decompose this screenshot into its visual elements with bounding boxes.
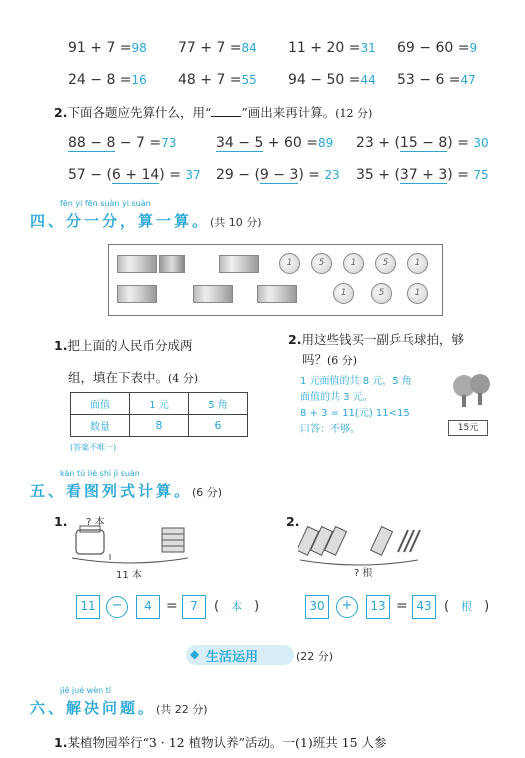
answer: 55 [241, 73, 257, 87]
header-five-jiao: 5 角 [189, 393, 248, 415]
operator-circle: + [336, 596, 358, 618]
eq-row4-2: 29 − (9 − 3) = 23 [216, 167, 340, 183]
cube-icon: ◆ [190, 647, 200, 661]
eq-row2-2: 48 + 7 =55 [178, 72, 257, 88]
banknote-image [257, 285, 297, 303]
coin-one: 1 [407, 253, 428, 274]
answer: 84 [241, 41, 257, 55]
banknote-image [159, 255, 185, 273]
eq-row2-3: 94 − 50 =44 [288, 72, 376, 88]
eq-row2-4: 53 − 6 =47 [397, 72, 476, 88]
operator-circle: − [106, 596, 128, 618]
answer-box: 4 [136, 595, 160, 619]
answer: 31 [360, 41, 376, 55]
problem-5-1-number: 1. [54, 514, 68, 529]
pingpong-paddles-icon [448, 372, 498, 422]
section5-title: 五、看图列式计算。(6 分) [30, 482, 223, 500]
section6-pinyin: jiě jué wèn tí [60, 686, 112, 695]
eq-row1-3: 11 + 20 =31 [288, 40, 376, 56]
price-tag: 15元 [448, 420, 488, 436]
answer: 47 [460, 73, 476, 87]
header-one-yuan: 1 元 [130, 393, 189, 415]
banner-title: 生活运用 [206, 650, 259, 665]
answer: 44 [360, 73, 376, 87]
answer-box: 7 [182, 595, 206, 619]
coin-five: 5 [371, 283, 392, 304]
answer-box: 13 [366, 595, 390, 619]
problem-5-1-question: ? 本 [86, 517, 105, 528]
section5-pinyin: kàn tú liè shì jì suàn [60, 469, 140, 478]
banner-score: (22 分) [296, 650, 334, 663]
answer-box: 30 [305, 595, 329, 619]
problem-5-2-number: 2. [286, 514, 300, 529]
money-table [70, 392, 248, 437]
unit-paren: ( 本 ) [214, 599, 260, 614]
table-note: (答案不唯一) [70, 443, 117, 452]
banknote-image [219, 255, 259, 273]
answer: 98 [131, 41, 147, 55]
sticks-question: ? 根 [354, 568, 373, 579]
answer-box: 43 [412, 595, 436, 619]
eq-row1-4: 69 − 60 =9 [397, 40, 478, 56]
eq-row4-3: 35 + (37 + 3) = 75 [356, 167, 489, 183]
header-face-value: 面值 [71, 393, 130, 415]
banknote-image [117, 255, 157, 273]
answer: 16 [131, 73, 147, 87]
question-2: 2.下面各题应先算什么，用“ ”画出来再计算。(12 分) [54, 105, 373, 120]
question-6-1: 1.某植物园举行“3 · 12 植物认养”活动。一(1)班共 15 人参 [54, 735, 387, 750]
section6-title: 六、解决问题。(共 22 分) [30, 699, 208, 717]
section4-pinyin: fēn yi fēn suàn yi suàn [60, 199, 151, 208]
coin-one: 1 [343, 253, 364, 274]
equals-sign: = [166, 598, 178, 614]
question-4-2: 2.用这些钱买一副乒乓球拍，够 吗？(6 分) [288, 332, 464, 367]
count-five-jiao: 6 [189, 415, 248, 437]
answer-box: 11 [76, 595, 100, 619]
banknote-image [193, 285, 233, 303]
question-4-1: 1.把上面的人民币分成两 组，填在下表中。(4 分) [54, 338, 199, 385]
coin-one: 1 [279, 253, 300, 274]
eq-row4-1: 57 − (6 + 14) = 37 [68, 167, 201, 183]
banknote-image [117, 285, 157, 303]
answer: 9 [469, 41, 478, 55]
coin-one: 1 [407, 283, 428, 304]
eq-row3-2: 34 − 5 + 60 =89 [216, 135, 334, 151]
eq-row1-1: 91 + 7 =98 [68, 40, 147, 56]
sticks-diagram [298, 520, 438, 570]
unit-paren: ( 根 ) [444, 599, 490, 614]
handwritten-answer: 1 元面值的共 8 元，5 角 面值的共 3 元。 8 + 3 = 11(元) 11<15 口答：不够。 [300, 376, 412, 435]
books-diagram [70, 524, 210, 568]
coin-one: 1 [333, 283, 354, 304]
books-total: 11 本 [116, 570, 142, 581]
eq-row1-2: 77 + 7 =84 [178, 40, 257, 56]
coin-five: 5 [375, 253, 396, 274]
money-picture [108, 244, 443, 316]
eq-row3-3: 23 + (15 − 8) = 30 [356, 135, 489, 151]
header-count: 数量 [71, 415, 130, 437]
equals-sign: = [396, 598, 408, 614]
count-one-yuan: 8 [130, 415, 189, 437]
section4-title: 四、分一分，算一算。(共 10 分) [30, 212, 262, 230]
eq-row3-1: 88 − 8 − 7 =73 [68, 135, 177, 151]
eq-row2-1: 24 − 8 =16 [68, 72, 147, 88]
coin-five: 5 [311, 253, 332, 274]
